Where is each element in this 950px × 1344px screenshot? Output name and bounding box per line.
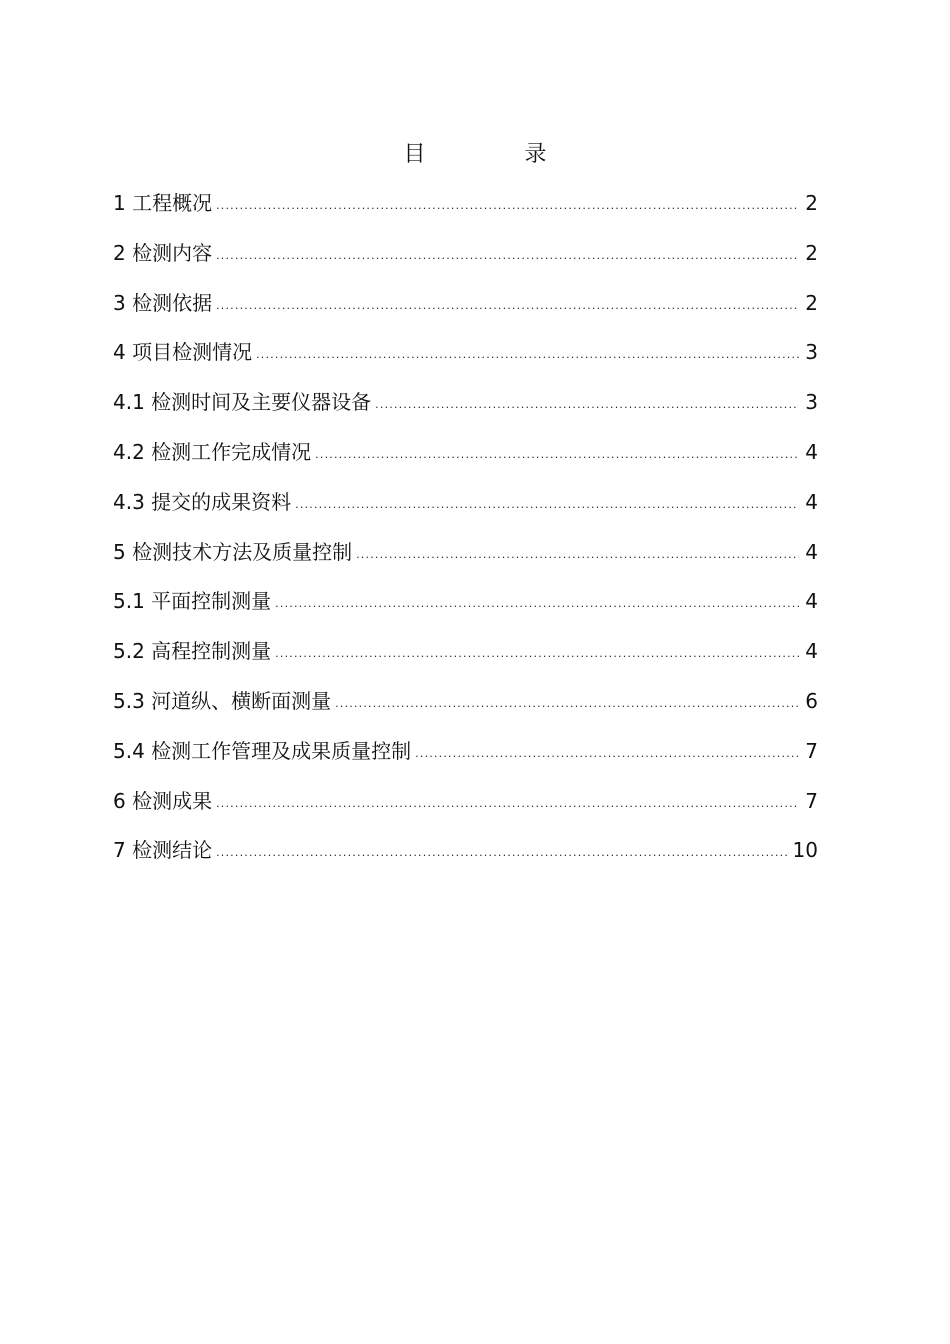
toc-entry-label: 4.2 检测工作完成情况: [113, 439, 312, 464]
toc-entry-1[interactable]: [113, 187, 818, 237]
toc-entry-page: 2: [805, 191, 818, 215]
toc-dot-leader: [315, 439, 799, 471]
toc-entry-label: 7 检测结论: [113, 838, 213, 863]
toc-entry-4-1[interactable]: [113, 386, 818, 436]
toc-entry-6[interactable]: [113, 785, 818, 835]
toc-title: 目 录: [403, 142, 593, 167]
toc-entry-page: 4: [805, 489, 818, 514]
toc-dot-leader: [216, 788, 799, 820]
toc-entry-page: 10: [792, 838, 818, 863]
toc-entry-label: 5 检测技术方法及质量控制: [113, 539, 353, 564]
toc-entry-3[interactable]: [113, 287, 818, 337]
toc-entry-page: 4: [805, 539, 818, 564]
toc-entry-2[interactable]: [113, 237, 818, 287]
toc-dot-leader: [275, 588, 799, 620]
toc-entry-label: 4.1 检测时间及主要仪器设备: [113, 390, 372, 415]
toc-entry-page: 4: [805, 589, 818, 614]
toc-entry-page: 3: [805, 390, 818, 415]
toc-entry-label: 5.3 河道纵、横断面测量: [113, 688, 332, 713]
toc-dot-leader: [216, 190, 799, 222]
toc-entry-page: 4: [805, 439, 818, 464]
toc-dot-leader: [216, 837, 786, 869]
toc-entry-page: 7: [805, 738, 818, 763]
toc-dot-leader: [415, 738, 799, 770]
toc-dot-leader: [256, 339, 799, 371]
toc-entry-label: 6 检测成果: [113, 788, 213, 813]
toc-dot-leader: [375, 389, 799, 421]
toc-dot-leader: [216, 240, 799, 272]
toc-entry-4-3[interactable]: [113, 486, 818, 536]
toc-entry-label: 2 检测内容: [113, 240, 213, 265]
toc-entry-4[interactable]: [113, 336, 818, 386]
toc-entry-label: 4.3 提交的成果资料: [113, 489, 292, 514]
toc-dot-leader: [216, 290, 799, 322]
toc-entry-label: 5.2 高程控制测量: [113, 639, 272, 664]
toc-entry-page: 7: [805, 788, 818, 813]
toc-dot-leader: [295, 489, 799, 521]
toc-entry-label: 1 工程概况: [113, 191, 213, 215]
toc-entry-page: 3: [805, 340, 818, 365]
toc-entry-page: 2: [805, 290, 818, 315]
toc-entry-page: 4: [805, 639, 818, 664]
toc-entry-label: 5.1 平面控制测量: [113, 589, 272, 614]
toc-entry-4-2[interactable]: [113, 436, 818, 486]
toc-entry-5-2[interactable]: [113, 635, 818, 685]
toc-dot-leader: [335, 688, 799, 720]
table-of-contents: [113, 187, 818, 884]
toc-entry-label: 3 检测依据: [113, 290, 213, 315]
toc-entry-page: 6: [805, 688, 818, 713]
toc-entry-page: 2: [805, 240, 818, 265]
toc-dot-leader: [356, 539, 799, 571]
toc-dot-leader: [275, 638, 799, 670]
toc-entry-7[interactable]: [113, 834, 818, 884]
toc-entry-label: 5.4 检测工作管理及成果质量控制: [113, 738, 412, 763]
toc-entry-5-3[interactable]: [113, 685, 818, 735]
toc-entry-label: 4 项目检测情况: [113, 340, 253, 365]
toc-entry-5-1[interactable]: [113, 585, 818, 635]
toc-entry-5-4[interactable]: [113, 735, 818, 785]
toc-entry-5[interactable]: [113, 536, 818, 586]
